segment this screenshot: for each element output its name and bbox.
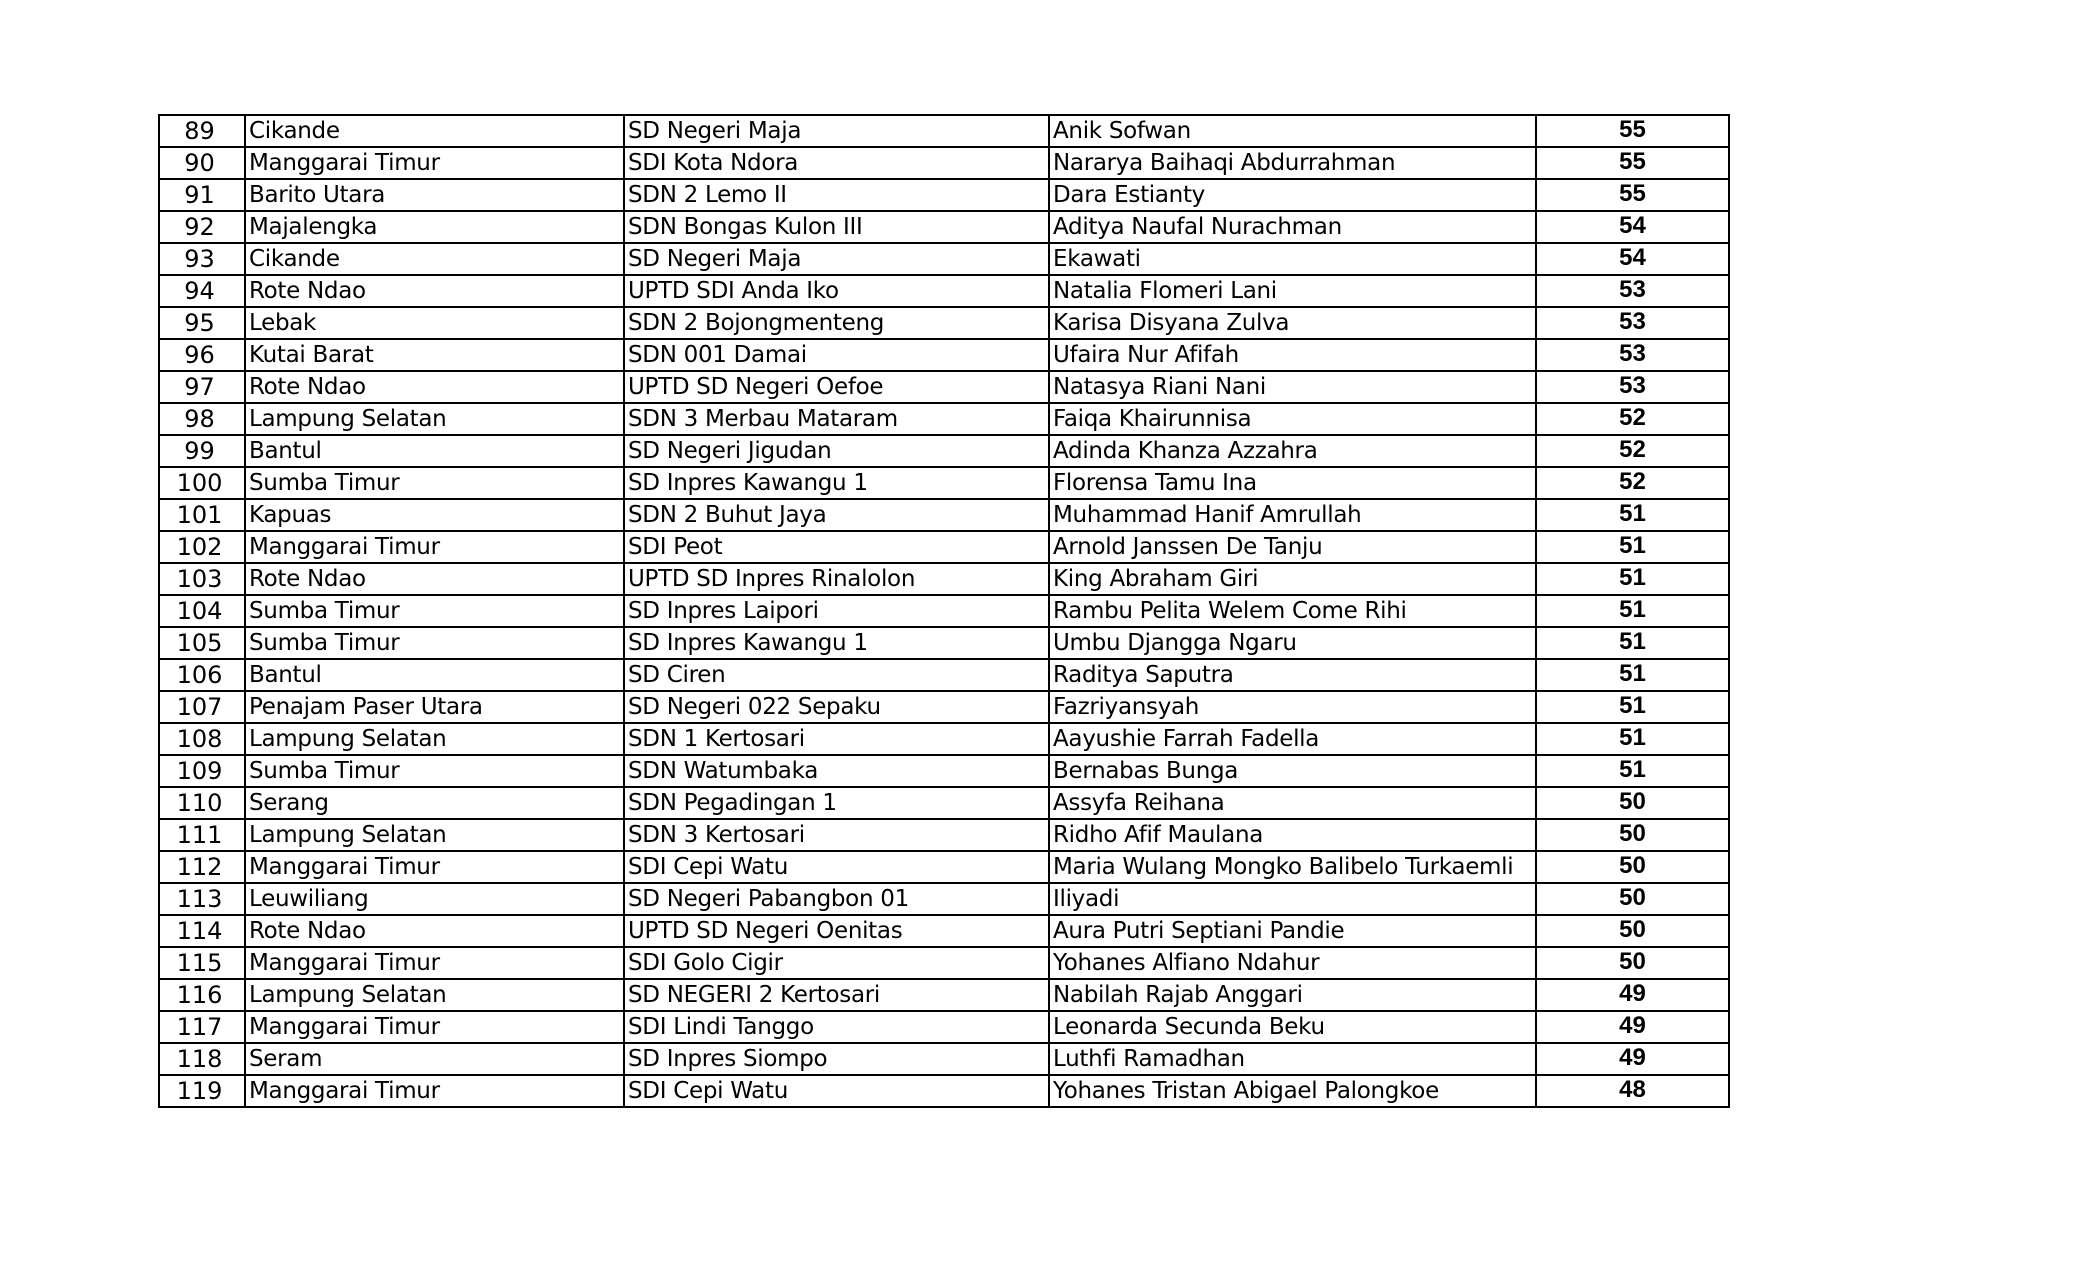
table-row bbox=[159, 371, 1729, 403]
score-cell: 52 bbox=[1536, 403, 1729, 435]
region-cell: Seram bbox=[245, 1043, 624, 1075]
school-cell: SD Inpres Kawangu 1 bbox=[624, 467, 1049, 499]
school-cell: SDN 2 Buhut Jaya bbox=[624, 499, 1049, 531]
table-row bbox=[159, 499, 1729, 531]
school-cell: SDN 3 Merbau Mataram bbox=[624, 403, 1049, 435]
score-cell: 51 bbox=[1536, 723, 1729, 755]
table-row bbox=[159, 179, 1729, 211]
student-name-cell: Natasya Riani Nani bbox=[1049, 371, 1536, 403]
score-cell: 52 bbox=[1536, 467, 1729, 499]
school-cell: SDN 001 Damai bbox=[624, 339, 1049, 371]
table-row bbox=[159, 979, 1729, 1011]
rank-cell: 93 bbox=[159, 243, 245, 275]
student-name-cell: Fazriyansyah bbox=[1049, 691, 1536, 723]
table-row bbox=[159, 595, 1729, 627]
rank-cell: 108 bbox=[159, 723, 245, 755]
score-cell: 51 bbox=[1536, 659, 1729, 691]
region-cell: Barito Utara bbox=[245, 179, 624, 211]
school-cell: UPTD SD Negeri Oenitas bbox=[624, 915, 1049, 947]
student-name-cell: Aditya Naufal Nurachman bbox=[1049, 211, 1536, 243]
student-name-cell: Rambu Pelita Welem Come Rihi bbox=[1049, 595, 1536, 627]
table-row bbox=[159, 275, 1729, 307]
rank-cell: 110 bbox=[159, 787, 245, 819]
region-cell: Rote Ndao bbox=[245, 915, 624, 947]
student-name-cell: Umbu Djangga Ngaru bbox=[1049, 627, 1536, 659]
table-row bbox=[159, 627, 1729, 659]
score-cell: 51 bbox=[1536, 691, 1729, 723]
rank-cell: 89 bbox=[159, 115, 245, 147]
score-cell: 53 bbox=[1536, 275, 1729, 307]
table-row bbox=[159, 1011, 1729, 1043]
region-cell: Bantul bbox=[245, 435, 624, 467]
rank-cell: 113 bbox=[159, 883, 245, 915]
school-cell: SD Negeri Maja bbox=[624, 115, 1049, 147]
student-name-cell: Nararya Baihaqi Abdurrahman bbox=[1049, 147, 1536, 179]
student-name-cell: Ridho Afif Maulana bbox=[1049, 819, 1536, 851]
results-table bbox=[158, 114, 1730, 1108]
student-name-cell: Iliyadi bbox=[1049, 883, 1536, 915]
school-cell: SDI Cepi Watu bbox=[624, 1075, 1049, 1107]
table-row bbox=[159, 435, 1729, 467]
school-cell: SD Inpres Kawangu 1 bbox=[624, 627, 1049, 659]
school-cell: SDI Cepi Watu bbox=[624, 851, 1049, 883]
rank-cell: 118 bbox=[159, 1043, 245, 1075]
table-row bbox=[159, 915, 1729, 947]
student-name-cell: Anik Sofwan bbox=[1049, 115, 1536, 147]
region-cell: Leuwiliang bbox=[245, 883, 624, 915]
score-cell: 53 bbox=[1536, 307, 1729, 339]
score-cell: 55 bbox=[1536, 115, 1729, 147]
table-row bbox=[159, 947, 1729, 979]
school-cell: SD Negeri 022 Sepaku bbox=[624, 691, 1049, 723]
student-name-cell: Nabilah Rajab Anggari bbox=[1049, 979, 1536, 1011]
student-name-cell: Leonarda Secunda Beku bbox=[1049, 1011, 1536, 1043]
school-cell: SDN 2 Lemo II bbox=[624, 179, 1049, 211]
student-name-cell: Aura Putri Septiani Pandie bbox=[1049, 915, 1536, 947]
region-cell: Bantul bbox=[245, 659, 624, 691]
student-name-cell: Assyfa Reihana bbox=[1049, 787, 1536, 819]
student-name-cell: Aayushie Farrah Fadella bbox=[1049, 723, 1536, 755]
rank-cell: 109 bbox=[159, 755, 245, 787]
region-cell: Rote Ndao bbox=[245, 275, 624, 307]
school-cell: SD Negeri Jigudan bbox=[624, 435, 1049, 467]
score-cell: 53 bbox=[1536, 339, 1729, 371]
school-cell: SDI Peot bbox=[624, 531, 1049, 563]
student-name-cell: Adinda Khanza Azzahra bbox=[1049, 435, 1536, 467]
rank-cell: 102 bbox=[159, 531, 245, 563]
rank-cell: 116 bbox=[159, 979, 245, 1011]
student-name-cell: Yohanes Tristan Abigael Palongkoe bbox=[1049, 1075, 1536, 1107]
region-cell: Cikande bbox=[245, 243, 624, 275]
school-cell: SDN Bongas Kulon III bbox=[624, 211, 1049, 243]
school-cell: SD NEGERI 2 Kertosari bbox=[624, 979, 1049, 1011]
school-cell: SD Negeri Maja bbox=[624, 243, 1049, 275]
rank-cell: 100 bbox=[159, 467, 245, 499]
rank-cell: 96 bbox=[159, 339, 245, 371]
region-cell: Manggarai Timur bbox=[245, 1011, 624, 1043]
table-row bbox=[159, 403, 1729, 435]
student-name-cell: Ekawati bbox=[1049, 243, 1536, 275]
rank-cell: 104 bbox=[159, 595, 245, 627]
school-cell: SD Inpres Laipori bbox=[624, 595, 1049, 627]
region-cell: Manggarai Timur bbox=[245, 947, 624, 979]
rank-cell: 95 bbox=[159, 307, 245, 339]
table-row bbox=[159, 723, 1729, 755]
score-cell: 50 bbox=[1536, 787, 1729, 819]
student-name-cell: Muhammad Hanif Amrullah bbox=[1049, 499, 1536, 531]
rank-cell: 99 bbox=[159, 435, 245, 467]
score-cell: 51 bbox=[1536, 563, 1729, 595]
region-cell: Lampung Selatan bbox=[245, 403, 624, 435]
table-row bbox=[159, 787, 1729, 819]
score-cell: 50 bbox=[1536, 915, 1729, 947]
table-row bbox=[159, 147, 1729, 179]
rank-cell: 103 bbox=[159, 563, 245, 595]
score-cell: 51 bbox=[1536, 595, 1729, 627]
score-cell: 55 bbox=[1536, 179, 1729, 211]
school-cell: SDN 3 Kertosari bbox=[624, 819, 1049, 851]
student-name-cell: Faiqa Khairunnisa bbox=[1049, 403, 1536, 435]
student-name-cell: Raditya Saputra bbox=[1049, 659, 1536, 691]
rank-cell: 119 bbox=[159, 1075, 245, 1107]
table-row bbox=[159, 307, 1729, 339]
region-cell: Kutai Barat bbox=[245, 339, 624, 371]
table-row bbox=[159, 851, 1729, 883]
score-cell: 49 bbox=[1536, 979, 1729, 1011]
region-cell: Lampung Selatan bbox=[245, 979, 624, 1011]
region-cell: Penajam Paser Utara bbox=[245, 691, 624, 723]
school-cell: SDI Golo Cigir bbox=[624, 947, 1049, 979]
score-cell: 50 bbox=[1536, 883, 1729, 915]
student-name-cell: Natalia Flomeri Lani bbox=[1049, 275, 1536, 307]
region-cell: Rote Ndao bbox=[245, 563, 624, 595]
rank-cell: 105 bbox=[159, 627, 245, 659]
region-cell: Manggarai Timur bbox=[245, 1075, 624, 1107]
score-cell: 50 bbox=[1536, 819, 1729, 851]
rank-cell: 107 bbox=[159, 691, 245, 723]
rank-cell: 92 bbox=[159, 211, 245, 243]
score-cell: 49 bbox=[1536, 1043, 1729, 1075]
score-cell: 55 bbox=[1536, 147, 1729, 179]
score-cell: 51 bbox=[1536, 755, 1729, 787]
score-cell: 53 bbox=[1536, 371, 1729, 403]
region-cell: Serang bbox=[245, 787, 624, 819]
region-cell: Sumba Timur bbox=[245, 467, 624, 499]
region-cell: Kapuas bbox=[245, 499, 624, 531]
table-row bbox=[159, 691, 1729, 723]
rank-cell: 111 bbox=[159, 819, 245, 851]
rank-cell: 94 bbox=[159, 275, 245, 307]
table-row bbox=[159, 339, 1729, 371]
table-row bbox=[159, 563, 1729, 595]
region-cell: Majalengka bbox=[245, 211, 624, 243]
score-cell: 50 bbox=[1536, 947, 1729, 979]
rank-cell: 112 bbox=[159, 851, 245, 883]
school-cell: UPTD SD Inpres Rinalolon bbox=[624, 563, 1049, 595]
score-cell: 48 bbox=[1536, 1075, 1729, 1107]
rank-cell: 97 bbox=[159, 371, 245, 403]
student-name-cell: Ufaira Nur Afifah bbox=[1049, 339, 1536, 371]
score-cell: 51 bbox=[1536, 499, 1729, 531]
rank-cell: 101 bbox=[159, 499, 245, 531]
school-cell: UPTD SDI Anda Iko bbox=[624, 275, 1049, 307]
region-cell: Manggarai Timur bbox=[245, 531, 624, 563]
student-name-cell: Arnold Janssen De Tanju bbox=[1049, 531, 1536, 563]
region-cell: Sumba Timur bbox=[245, 755, 624, 787]
results-table-body bbox=[159, 115, 1729, 1107]
region-cell: Sumba Timur bbox=[245, 595, 624, 627]
school-cell: SDN Pegadingan 1 bbox=[624, 787, 1049, 819]
school-cell: SDN 1 Kertosari bbox=[624, 723, 1049, 755]
region-cell: Lampung Selatan bbox=[245, 819, 624, 851]
score-cell: 51 bbox=[1536, 531, 1729, 563]
rank-cell: 91 bbox=[159, 179, 245, 211]
region-cell: Manggarai Timur bbox=[245, 851, 624, 883]
school-cell: SD Inpres Siompo bbox=[624, 1043, 1049, 1075]
table-row bbox=[159, 531, 1729, 563]
table-row bbox=[159, 243, 1729, 275]
table-row bbox=[159, 467, 1729, 499]
score-cell: 54 bbox=[1536, 243, 1729, 275]
score-cell: 49 bbox=[1536, 1011, 1729, 1043]
table-row bbox=[159, 115, 1729, 147]
school-cell: SDN 2 Bojongmenteng bbox=[624, 307, 1049, 339]
region-cell: Cikande bbox=[245, 115, 624, 147]
school-cell: SD Negeri Pabangbon 01 bbox=[624, 883, 1049, 915]
school-cell: SDN Watumbaka bbox=[624, 755, 1049, 787]
region-cell: Lampung Selatan bbox=[245, 723, 624, 755]
table-row bbox=[159, 1075, 1729, 1107]
student-name-cell: Luthfi Ramadhan bbox=[1049, 1043, 1536, 1075]
student-name-cell: Maria Wulang Mongko Balibelo Turkaemli bbox=[1049, 851, 1536, 883]
rank-cell: 117 bbox=[159, 1011, 245, 1043]
student-name-cell: Florensa Tamu Ina bbox=[1049, 467, 1536, 499]
table-row bbox=[159, 659, 1729, 691]
score-cell: 51 bbox=[1536, 627, 1729, 659]
school-cell: SDI Lindi Tanggo bbox=[624, 1011, 1049, 1043]
table-row bbox=[159, 883, 1729, 915]
rank-cell: 114 bbox=[159, 915, 245, 947]
table-row bbox=[159, 819, 1729, 851]
score-cell: 54 bbox=[1536, 211, 1729, 243]
region-cell: Sumba Timur bbox=[245, 627, 624, 659]
rank-cell: 90 bbox=[159, 147, 245, 179]
region-cell: Manggarai Timur bbox=[245, 147, 624, 179]
score-cell: 50 bbox=[1536, 851, 1729, 883]
rank-cell: 106 bbox=[159, 659, 245, 691]
school-cell: UPTD SD Negeri Oefoe bbox=[624, 371, 1049, 403]
school-cell: SD Ciren bbox=[624, 659, 1049, 691]
student-name-cell: King Abraham Giri bbox=[1049, 563, 1536, 595]
table-row bbox=[159, 211, 1729, 243]
rank-cell: 115 bbox=[159, 947, 245, 979]
rank-cell: 98 bbox=[159, 403, 245, 435]
score-cell: 52 bbox=[1536, 435, 1729, 467]
student-name-cell: Yohanes Alfiano Ndahur bbox=[1049, 947, 1536, 979]
table-row bbox=[159, 755, 1729, 787]
student-name-cell: Bernabas Bunga bbox=[1049, 755, 1536, 787]
region-cell: Rote Ndao bbox=[245, 371, 624, 403]
table-row bbox=[159, 1043, 1729, 1075]
region-cell: Lebak bbox=[245, 307, 624, 339]
school-cell: SDI Kota Ndora bbox=[624, 147, 1049, 179]
student-name-cell: Karisa Disyana Zulva bbox=[1049, 307, 1536, 339]
student-name-cell: Dara Estianty bbox=[1049, 179, 1536, 211]
